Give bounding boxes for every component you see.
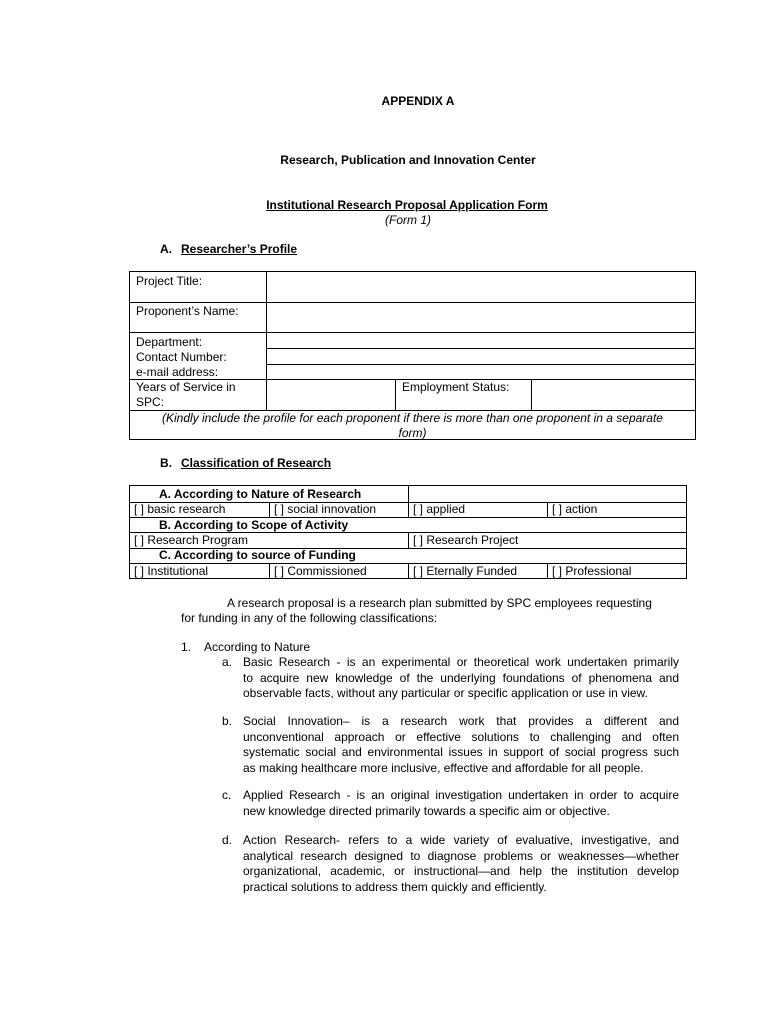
item-a-marker: a. (222, 655, 233, 669)
input-department[interactable] (267, 333, 695, 348)
group-scope-header: B. According to Scope of Activity (159, 518, 349, 532)
appendix-title: APPENDIX A (381, 94, 455, 108)
center-name: Research, Publication and Innovation Center (280, 153, 536, 167)
item-b-text: Social Innovation– is a research work that provides a different and unconventional approach or effective solutions to challenging and often systematic social and environmental issues in support of social progress such as making healthcare more inclusive, effective and affordable for all people. (243, 714, 679, 775)
option-social-innovation[interactable]: [ ] social innovation (274, 502, 377, 516)
label-proponent-name: Proponent’s Name: (136, 304, 239, 318)
item-b-marker: b. (222, 714, 233, 728)
label-department: Department: (136, 335, 203, 349)
group-nature-header: A. According to Nature of Research (159, 487, 362, 501)
option-research-project[interactable]: [ ] Research Project (413, 533, 519, 547)
group-funding-header: C. According to source of Funding (159, 548, 356, 562)
input-employment-status[interactable] (532, 380, 695, 410)
label-employment-status: Employment Status: (402, 380, 510, 394)
form-title: Institutional Research Proposal Application Form (266, 198, 548, 212)
profile-note: (Kindly include the profile for each proponent if there is more than one proponent in a separate (162, 411, 663, 425)
section-b-title: Classification of Research (181, 456, 332, 470)
item-d-text: Action Research- refers to a wide variety of evaluative, investigative, and analytical research designed to diagnose problems or weaknesses—whether organizational, academic, or instructional—and help the institution develop practical solutions to address them quickly and efficiently. (243, 833, 679, 894)
option-action[interactable]: [ ] action (552, 502, 598, 516)
form-number: (Form 1) (385, 213, 431, 227)
profile-table (129, 271, 696, 440)
input-project-title[interactable] (267, 272, 695, 302)
list-title: According to Nature (204, 640, 311, 654)
label-years-service: Years of Service in (136, 380, 236, 394)
classification-table (129, 485, 687, 579)
label-project-title: Project Title: (136, 274, 203, 288)
list-number: 1. (181, 640, 192, 654)
item-d-marker: d. (222, 833, 233, 847)
label-contact-number: Contact Number: (136, 350, 227, 364)
item-c-marker: c. (222, 788, 232, 802)
label-email: e-mail address: (136, 365, 219, 379)
section-a-letter: A. (160, 242, 172, 256)
item-a-text: Basic Research - is an experimental or theoretical work undertaken primarily to acquire new knowledge of the underlying foundations of phenomena and observable facts, without any particular or specific application or use in view. (243, 655, 679, 700)
input-email[interactable] (267, 365, 695, 379)
input-proponent-name[interactable] (267, 303, 695, 332)
option-institutional[interactable]: [ ] Institutional (134, 564, 209, 578)
intro-paragraph-line2: for funding in any of the following classifications: (181, 611, 438, 625)
option-commissioned[interactable]: [ ] Commissioned (274, 564, 367, 578)
option-research-program[interactable]: [ ] Research Program (134, 533, 249, 547)
option-professional[interactable]: [ ] Professional (552, 564, 632, 578)
input-contact-number[interactable] (267, 349, 695, 364)
intro-paragraph-line1: A research proposal is a research plan submitted by SPC employees requesting (227, 596, 652, 610)
label-years-service-2: SPC: (136, 395, 165, 409)
option-externally-funded[interactable]: [ ] Eternally Funded (413, 564, 518, 578)
item-c-text: Applied Research - is an original investigation undertaken in order to acquire new knowledge directed primarily towards a specific aim or objective. (243, 788, 679, 818)
option-basic-research[interactable]: [ ] basic research (134, 502, 226, 516)
profile-note-2: form) (398, 426, 427, 440)
section-a-title: Researcher’s Profile (181, 242, 298, 256)
input-years-service[interactable] (267, 380, 395, 410)
option-applied[interactable]: [ ] applied (413, 502, 466, 516)
section-b-letter: B. (160, 456, 172, 470)
